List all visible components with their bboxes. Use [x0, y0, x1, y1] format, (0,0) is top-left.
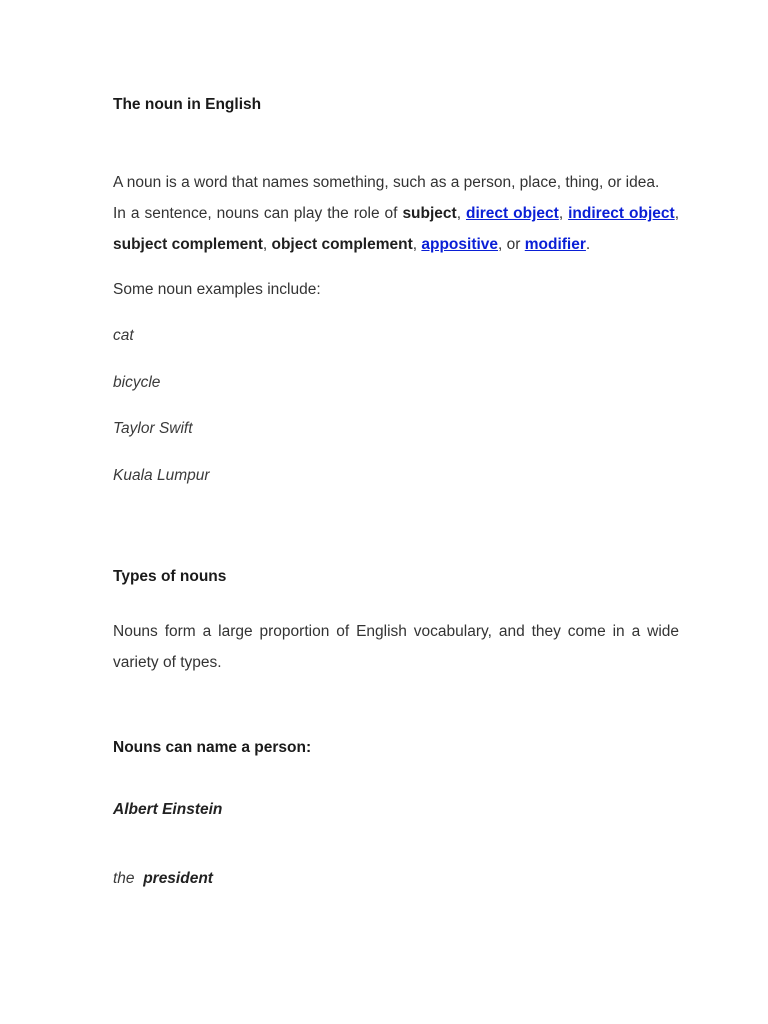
example-item: Taylor Swift [113, 420, 193, 437]
separator: , [412, 236, 422, 253]
intro-lead: In a sentence, nouns can play the role of [113, 205, 403, 222]
separator: , [558, 205, 569, 222]
types-paragraph: Nouns form a large proportion of English vocabulary, and they come in a wide variety of types. [113, 623, 679, 671]
link-direct-object[interactable]: direct object [465, 205, 559, 222]
example-item: bicycle [113, 374, 161, 391]
intro-line-1: A noun is a word that names something, such as a person, place, thing, or idea. [113, 174, 660, 191]
separator: , [674, 205, 679, 222]
types-heading: Types of nouns [113, 568, 227, 585]
examples-intro: Some noun examples include: [113, 281, 321, 298]
term-subject: subject [402, 205, 457, 222]
term-object-complement: object complement [271, 236, 413, 253]
link-appositive[interactable]: appositive [421, 236, 499, 253]
noun-president: president [143, 870, 213, 887]
example-item: Kuala Lumpur [113, 467, 210, 484]
document-title: The noun in English [113, 96, 262, 113]
person-example-einstein: Albert Einstein [113, 801, 223, 818]
sentence-end: . [585, 236, 591, 253]
person-heading: Nouns can name a person: [113, 739, 312, 756]
separator: , [456, 205, 466, 222]
intro-paragraph [113, 198, 679, 260]
link-modifier[interactable]: modifier [524, 236, 586, 253]
term-subject-complement: subject complement [113, 236, 263, 253]
article-the: the [113, 870, 135, 887]
separator: , or [498, 236, 525, 253]
example-item: cat [113, 327, 134, 344]
separator: , [262, 236, 272, 253]
link-indirect-object[interactable]: indirect object [568, 205, 675, 222]
person-example-president [113, 870, 679, 888]
